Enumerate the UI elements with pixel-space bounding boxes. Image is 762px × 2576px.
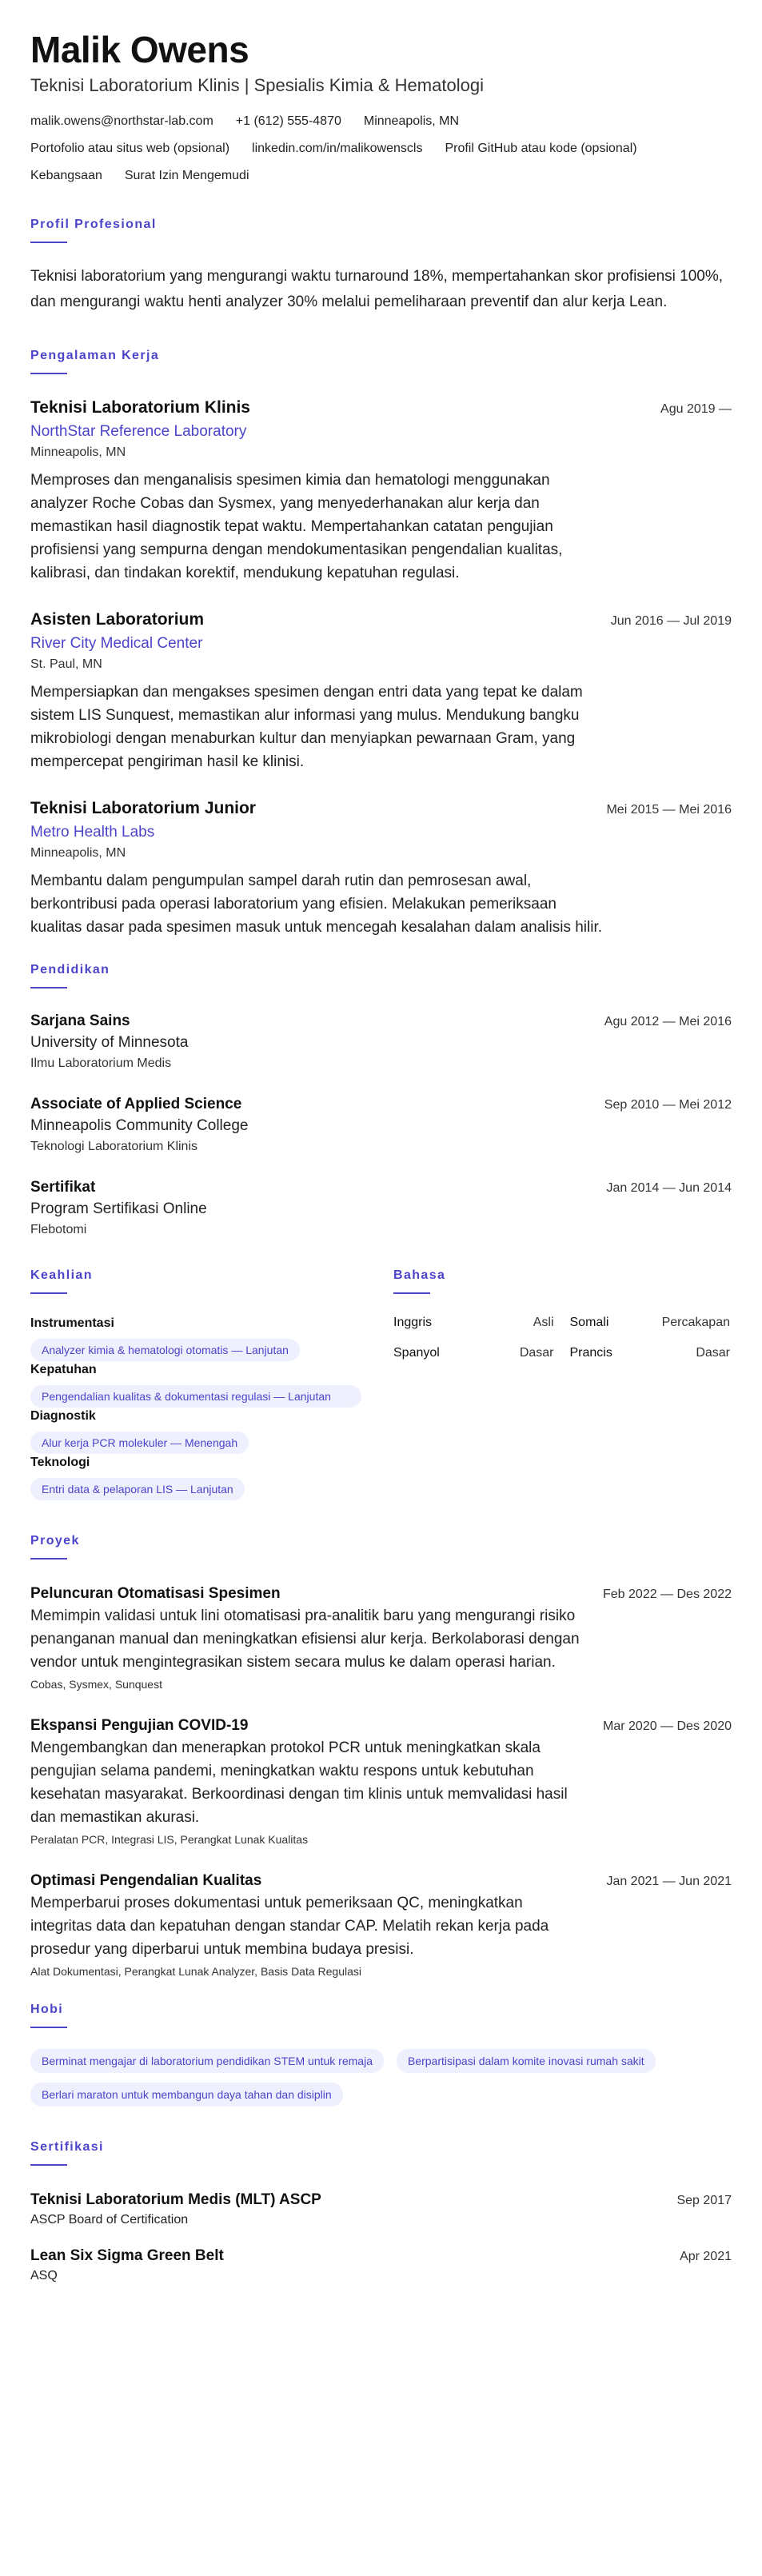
candidate-name: Malik Owens	[30, 29, 249, 70]
skill-tag: Pengendalian kualitas & dokumentasi regulasi — Lanjutan	[30, 1385, 361, 1408]
project-title: Optimasi Pengendalian Kualitas	[30, 1872, 262, 1889]
job-title: Teknisi Laboratorium Junior	[30, 799, 256, 817]
project-date: Mar 2020 — Des 2020	[603, 1719, 732, 1733]
project-description: Memperbarui proses dokumentasi untuk pemeriksaan QC, meningkatkan integritas data dan kepatuhan dengan standar CAP. Melatih rekan kerja pada prosedur yang diperbarui untuk membina budaya presisi.	[30, 1895, 549, 1958]
project-title: Peluncuran Otomatisasi Spesimen	[30, 1585, 281, 1602]
contact-nationality: Kebangsaan	[30, 169, 102, 182]
project-entry	[30, 1584, 732, 1693]
section-title-skills: Keahlian	[30, 1268, 93, 1282]
project-tech: Peralatan PCR, Integrasi LIS, Perangkat Lunak Kualitas	[30, 1833, 309, 1846]
job-employer: River City Medical Center	[30, 635, 203, 652]
field-of-study: Ilmu Laboratorium Medis	[30, 1056, 172, 1070]
section-title-experience: Pengalaman Kerja	[30, 349, 160, 362]
section-divider	[30, 2164, 67, 2166]
job-title: Teknisi Laboratorium Klinis	[30, 398, 250, 417]
job-description: Memproses dan menganalisis spesimen kimia dan hematologi menggunakan analyzer Roche Cobas dan Sysmex, yang menyederhanakan alur kerja dan memastikan hasil diagnostik tepat waktu. Mempertahankan catatan pengujian profisiensi yang sempurna dengan mendokumentasikan pengendalian kualitas, kalibrasi, dan tindakan korektif, mendukung kepatuhan regulasi.	[30, 472, 563, 581]
profile-section	[30, 218, 732, 315]
contact-location: Minneapolis, MN	[363, 114, 460, 128]
skills-languages-row	[30, 1268, 732, 1500]
education-section	[30, 963, 732, 1240]
language-item	[393, 1345, 554, 1361]
education-date: Agu 2012 — Mei 2016	[604, 1015, 732, 1028]
project-entry	[30, 1715, 732, 1848]
language-level: Asli	[533, 1316, 554, 1329]
hobbies-section	[30, 2003, 732, 2107]
language-name: Prancis	[569, 1346, 612, 1360]
school-name: Program Sertifikasi Online	[30, 1200, 207, 1217]
language-item	[570, 1345, 731, 1361]
section-divider	[30, 242, 67, 243]
certification-date: Apr 2021	[680, 2250, 732, 2263]
project-tech: Alat Dokumentasi, Perangkat Lunak Analyzer, Basis Data Regulasi	[30, 1965, 362, 1978]
job-employer: NorthStar Reference Laboratory	[30, 423, 247, 440]
job-location: St. Paul, MN	[30, 657, 102, 671]
skill-group	[30, 1361, 361, 1408]
hobby-tag: Berpartisipasi dalam komite inovasi rumah sakit	[397, 2049, 656, 2073]
contact-license: Surat Izin Mengemudi	[124, 169, 249, 182]
job-location: Minneapolis, MN	[30, 846, 126, 860]
experience-entry	[30, 609, 732, 773]
section-title-languages: Bahasa	[393, 1268, 446, 1282]
resume-header	[30, 29, 732, 98]
language-level: Percakapan	[661, 1316, 730, 1329]
certification-issuer: ASQ	[30, 2269, 58, 2282]
section-divider	[30, 1558, 67, 1560]
degree-title: Sarjana Sains	[30, 1012, 130, 1029]
profile-summary: Teknisi laboratorium yang mengurangi waktu turnaround 18%, mempertahankan skor profisiensi 100%, dan mengurangi waktu henti analyzer 30% melalui pemeliharaan preventif dan alur kerja Lean.	[30, 268, 724, 310]
job-location: Minneapolis, MN	[30, 445, 126, 459]
language-item	[393, 1315, 554, 1331]
section-title-projects: Proyek	[30, 1534, 80, 1548]
job-title: Asisten Laboratorium	[30, 610, 205, 629]
contact-github[interactable]: Profil GitHub atau kode (opsional)	[445, 142, 637, 155]
project-description: Memimpin validasi untuk lini otomatisasi pra-analitik baru yang mengurangi risiko penanganan manual dan meningkatkan efisiensi alur kerja. Berkolaborasi dengan vendor untuk mengintegrasikan sistem secara mulus ke dalam operasi harian.	[30, 1608, 580, 1671]
project-title: Ekspansi Pengujian COVID-19	[30, 1717, 249, 1734]
contact-phone[interactable]: +1 (612) 555-4870	[235, 114, 341, 128]
field-of-study: Teknologi Laboratorium Klinis	[30, 1140, 197, 1153]
field-of-study: Flebotomi	[30, 1223, 87, 1236]
languages-section	[393, 1268, 730, 1500]
project-date: Feb 2022 — Des 2022	[603, 1588, 732, 1601]
section-title-profile: Profil Profesional	[30, 218, 157, 231]
certification-issuer: ASCP Board of Certification	[30, 2213, 189, 2227]
skill-group	[30, 1454, 361, 1500]
candidate-title: Teknisi Laboratorium Klinis | Spesialis Kimia & Hematologi	[30, 75, 484, 95]
skill-tag: Alur kerja PCR molekuler — Menengah	[30, 1432, 249, 1454]
project-tech: Cobas, Sysmex, Sunquest	[30, 1678, 162, 1691]
section-divider	[30, 2027, 67, 2028]
job-date: Agu 2019 —	[660, 402, 732, 416]
job-date: Mei 2015 — Mei 2016	[606, 803, 732, 817]
project-description: Mengembangkan dan menerapkan protokol PCR untuk meningkatkan skala pengujian selama pandemi, meningkatkan waktu respons untuk kebutuhan kesehatan masyarakat. Berkoordinasi dengan tim klinis untuk memvalidasi hasil dan memastikan akurasi.	[30, 1739, 568, 1826]
experience-section	[30, 349, 732, 939]
degree-title: Sertifikat	[30, 1179, 96, 1196]
job-description: Membantu dalam pengumpulan sampel darah rutin dan pemrosesan awal, berkontribusi pada operasi laboratorium yang efisien. Melakukan pemeriksaan kualitas dasar pada spesimen masuk untuk mencegah kesalahan dalam analisis hilir.	[30, 873, 603, 936]
language-name: Somali	[569, 1316, 609, 1329]
skill-category: Diagnostik	[30, 1409, 96, 1423]
projects-section	[30, 1534, 732, 1980]
education-entry	[30, 1094, 732, 1156]
experience-entry	[30, 397, 732, 585]
hobby-tag: Berminat mengajar di laboratorium pendidikan STEM untuk remaja	[30, 2049, 384, 2073]
language-item	[570, 1315, 731, 1331]
certification-date: Sep 2017	[676, 2194, 732, 2207]
education-entry	[30, 1177, 732, 1240]
section-title-certifications: Sertifikasi	[30, 2140, 104, 2154]
skill-category: Instrumentasi	[30, 1316, 114, 1330]
skill-tag: Entri data & pelaporan LIS — Lanjutan	[30, 1478, 245, 1500]
language-level: Dasar	[519, 1346, 554, 1360]
contact-linkedin[interactable]: linkedin.com/in/malikowenscls	[252, 142, 423, 155]
contact-website[interactable]: Portofolio atau situs web (opsional)	[30, 142, 230, 155]
section-divider	[30, 1292, 67, 1294]
skill-category: Kepatuhan	[30, 1363, 97, 1376]
section-divider	[30, 373, 67, 374]
school-name: Minneapolis Community College	[30, 1117, 249, 1134]
hobby-tag: Berlari maraton untuk membangun daya tahan dan disiplin	[30, 2083, 343, 2107]
contact-email[interactable]: malik.owens@northstar-lab.com	[30, 114, 213, 128]
skill-group	[30, 1315, 361, 1361]
project-entry	[30, 1871, 732, 1980]
contact-info	[30, 114, 732, 184]
job-date: Jun 2016 — Jul 2019	[610, 614, 732, 628]
certification-title: Teknisi Laboratorium Medis (MLT) ASCP	[30, 2191, 321, 2208]
project-date: Jan 2021 — Jun 2021	[606, 1875, 732, 1888]
certifications-section	[30, 2140, 732, 2286]
education-date: Sep 2010 — Mei 2012	[604, 1098, 732, 1112]
skill-group	[30, 1408, 361, 1454]
skill-tag: Analyzer kimia & hematologi otomatis — Lanjutan	[30, 1339, 300, 1361]
skill-category: Teknologi	[30, 1456, 90, 1469]
degree-title: Associate of Applied Science	[30, 1096, 242, 1112]
school-name: University of Minnesota	[30, 1034, 189, 1051]
education-date: Jan 2014 — Jun 2014	[606, 1181, 732, 1195]
section-divider	[30, 987, 67, 988]
certification-title: Lean Six Sigma Green Belt	[30, 2247, 224, 2264]
section-title-hobbies: Hobi	[30, 2003, 64, 2016]
section-divider	[393, 1292, 430, 1294]
language-name: Inggris	[393, 1316, 433, 1329]
section-title-education: Pendidikan	[30, 963, 110, 976]
job-employer: Metro Health Labs	[30, 824, 155, 841]
skills-section	[30, 1268, 361, 1500]
job-description: Mempersiapkan dan mengakses spesimen dengan entri data yang tepat ke dalam sistem LIS Sunquest, memastikan alur informasi yang mulus. Mendukung bangku mikrobiologi dengan menaburkan kultur dan menyiapkan pewarnaan Gram, yang mempercepat pengiriman hasil ke klinisi.	[30, 684, 583, 770]
certification-entry	[30, 2246, 732, 2286]
language-level: Dasar	[696, 1346, 730, 1360]
education-entry	[30, 1011, 732, 1073]
experience-entry	[30, 797, 732, 939]
language-name: Spanyol	[393, 1346, 440, 1360]
certification-entry	[30, 2190, 732, 2230]
